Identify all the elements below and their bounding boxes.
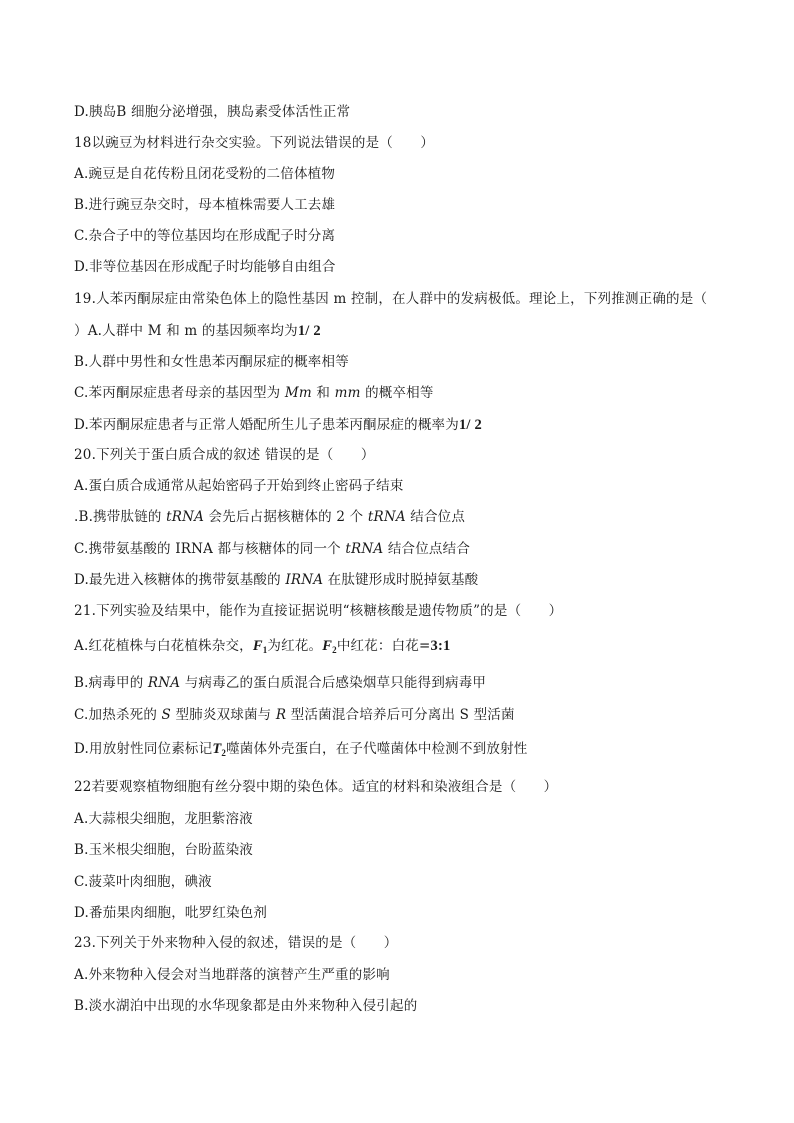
text-run: B.进行豌豆杂交时，母本植株需要人工去雄	[74, 197, 336, 213]
text-run: 1/ 2	[458, 417, 482, 433]
option-line	[74, 810, 734, 828]
question-18-stem	[74, 134, 734, 152]
text-run: D.用放射性同位素标记	[74, 741, 213, 757]
text-run: R	[275, 707, 287, 723]
text-run: F	[252, 638, 263, 654]
text-run: 为红花。	[267, 638, 323, 654]
text-run: D.番茄果肉细胞，吡罗红染色剂	[74, 905, 268, 921]
text-run: tRNA	[367, 509, 406, 525]
text-run: C.加热杀死的	[74, 707, 162, 723]
text-run: 和	[311, 385, 335, 401]
option-line	[74, 571, 734, 589]
question-21-stem	[74, 602, 734, 620]
text-run: 1	[262, 645, 268, 655]
text-run: C.携带氨基酸的 IRNA 都与核糖体的同一个	[74, 541, 346, 557]
text-run: B.病毒甲的	[74, 675, 148, 691]
text-run: 2	[332, 645, 337, 655]
text-line	[74, 103, 734, 121]
text-run: B.人群中男性和女性患苯丙酮尿症的概率相等	[74, 354, 349, 370]
text-run: mm	[334, 385, 361, 401]
text-run: D.胰岛B 细胞分泌增强，胰岛素受体活性正常	[74, 104, 351, 120]
text-run: 结合位点	[405, 509, 466, 525]
text-run: Mm	[284, 385, 312, 401]
text-run: 22若要观察植物细胞有丝分裂中期的染色体。适宜的材料和染液组合是（ ）	[74, 779, 558, 795]
option-line	[74, 997, 734, 1015]
text-run: tRNA	[166, 509, 205, 525]
text-run: D.非等位基因在形成配子时均能够自由组合	[74, 259, 336, 275]
text-run: 结合位点结合	[383, 541, 471, 557]
text-run: 21.下列实验及结果中，能作为直接证据说明“核糖核酸是遗传物质”的是（ ）	[74, 603, 563, 619]
option-line	[74, 706, 734, 724]
option-line	[74, 740, 734, 762]
option-line	[74, 477, 734, 495]
text-run: RNA	[147, 675, 181, 691]
text-run: 3:1	[430, 638, 451, 654]
text-run: C.苯丙酮尿症患者母亲的基因型为	[74, 385, 285, 401]
option-line	[74, 227, 734, 245]
text-run: 型活菌混合培养后可分离出 S 型活菌	[286, 707, 515, 723]
text-run: A.蛋白质合成通常从起始密码子开始到终止密码子结束	[74, 478, 404, 494]
text-run: 19.人苯丙酮尿症由常染色体上的隐性基因 m 控制，在人群中的发病极低。理论上，下列推测正确的是（	[74, 291, 708, 307]
option-line	[74, 258, 734, 276]
text-run: 型肺炎双球菌与	[170, 707, 276, 723]
text-run: 1/ 2	[297, 323, 321, 339]
text-run: B.淡水湖泊中出现的水华现象都是由外来物种入侵引起的	[74, 998, 418, 1014]
text-run: tRNA	[345, 541, 384, 557]
question-20-stem	[74, 446, 734, 464]
question-19-stem	[74, 290, 734, 308]
option-line	[74, 637, 734, 659]
text-run: C.菠菜叶肉细胞，碘液	[74, 874, 212, 890]
text-run: 在肽键形成时脱掉氨基酸	[323, 572, 479, 588]
text-run: 中红花：白花=	[336, 638, 431, 654]
text-run: .B.携带肽链的	[74, 509, 167, 525]
option-line	[74, 384, 734, 402]
option-line	[74, 196, 734, 214]
question-22-stem	[74, 778, 734, 796]
text-run: 18以豌豆为材料进行杂交实验。下列说法错误的是（ ）	[74, 135, 435, 151]
option-line	[74, 674, 734, 692]
text-run: D.最先进入核糖体的携带氨基酸的	[74, 572, 286, 588]
option-line	[74, 841, 734, 859]
text-run: A.豌豆是自花传粉且闭花受粉的二倍体植物	[74, 166, 336, 182]
text-run: ）A.人群中 M 和 m 的基因频率均为	[74, 323, 298, 339]
text-run: 与病毒乙的蛋白质混合后感染烟草只能得到病毒甲	[180, 675, 487, 691]
text-run: 2	[221, 748, 227, 758]
option-line	[74, 165, 734, 183]
option-line	[74, 904, 734, 922]
question-23-stem	[74, 934, 734, 952]
text-run: 会先后占据核糖体的 2 个	[204, 509, 368, 525]
text-run: A.大蒜根尖细胞，龙胆紫溶液	[74, 811, 253, 827]
option-line	[74, 508, 734, 526]
option-line	[74, 966, 734, 984]
text-run: S	[161, 707, 171, 723]
text-run: 23.下列关于外来物种入侵的叙述，错误的是（ ）	[74, 935, 398, 951]
text-run: 的概卒相等	[360, 385, 434, 401]
text-run: 20.下列关于蛋白质合成的叙述 错误的是（ ）	[74, 447, 375, 463]
option-line	[74, 416, 734, 434]
text-run: A.外来物种入侵会对当地群落的演替产生严重的影响	[74, 967, 390, 983]
option-line	[74, 873, 734, 891]
text-run: D.苯丙酮尿症患者与正常人婚配所生儿子患苯丙酮尿症的概率为	[74, 417, 459, 433]
option-line	[74, 322, 734, 340]
text-run: A.红花植株与白花植株杂交，	[74, 638, 253, 654]
text-run: C.杂合子中的等位基因均在形成配子时分离	[74, 228, 336, 244]
text-run: T	[212, 741, 222, 757]
text-run: B.玉米根尖细胞，台盼蓝染液	[74, 842, 254, 858]
text-run: F	[322, 638, 333, 654]
text-run: 噬菌体外壳蛋白，在子代噬菌体中检测不到放射性	[226, 741, 528, 757]
option-line	[74, 353, 734, 371]
option-line	[74, 540, 734, 558]
text-run: IRNA	[285, 572, 324, 588]
